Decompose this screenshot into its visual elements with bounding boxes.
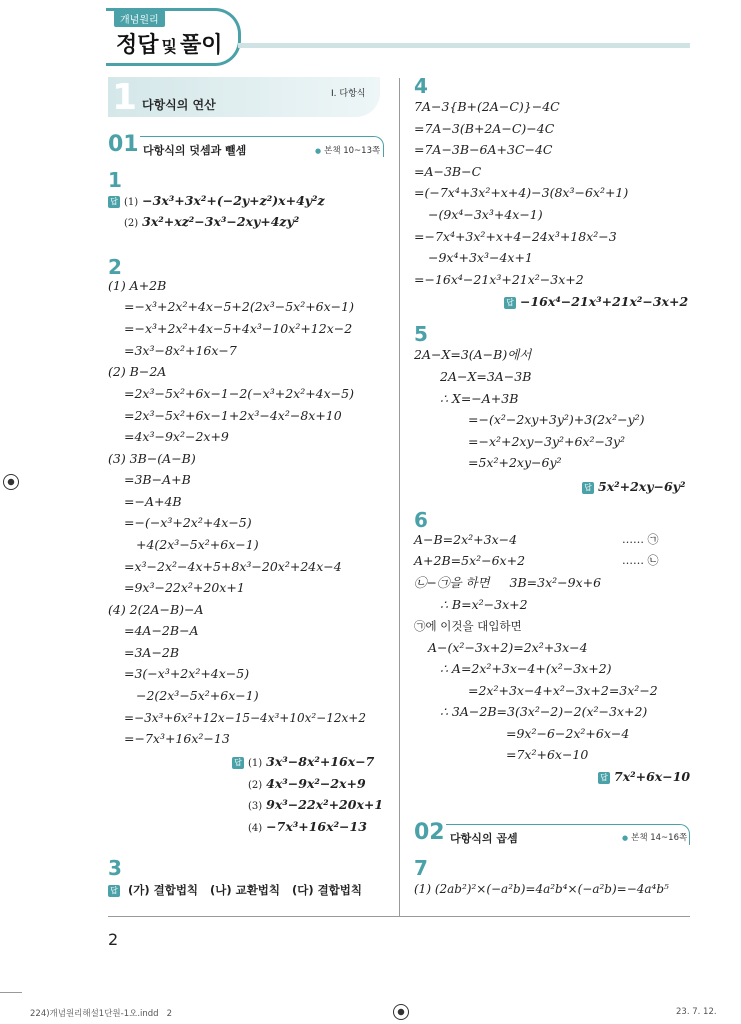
p4-line: =(−7x⁴+3x²+x+4)−3(8x³−6x²+1)	[414, 185, 629, 200]
problem-4-number: 4	[414, 74, 428, 98]
header-rule	[238, 43, 690, 48]
section-02-ref: ● 본책 14~16쪽	[622, 831, 687, 843]
p6-line: A−(x²−3x+2)=2x²+3x−4	[428, 640, 588, 655]
p4-line: −9x⁴+3x³−4x+1	[428, 250, 533, 265]
header-tag: 개념원리	[114, 10, 165, 27]
p4-line: =A−3B−C	[414, 164, 482, 179]
page-title: 정답 및 풀이	[116, 33, 223, 58]
problem-1-answer-line1: 답 (1) −3x³+3x²+(−2y+z²)x+4y²z	[108, 192, 325, 212]
p2-line: =−(−x³+2x²+4x−5)	[124, 515, 252, 530]
section-01-title: 다항식의 덧셈과 뺄셈	[143, 144, 247, 157]
answer-badge-icon: 답	[582, 482, 594, 494]
p5-line: =−(x²−2xy+3y²)+3(2x²−y²)	[468, 412, 645, 427]
problem-2-number: 2	[108, 255, 122, 279]
p4-line: =−16x⁴−21x³+21x²−3x+2	[414, 272, 584, 287]
p2-line: =3B−A+B	[124, 472, 191, 487]
problem-1-number: 1	[108, 168, 122, 192]
p4-answer: 답 −16x⁴−21x³+21x²−3x+2	[504, 293, 688, 311]
p2-answer: (3) 9x³−22x²+20x+1	[248, 797, 384, 812]
p6-line: ㉠에 이것을 대입하면	[414, 619, 522, 633]
file-info: 224)개념원리해설1단원-1오.indd 2	[30, 1009, 173, 1019]
section-02-title: 다항식의 곱셈	[450, 832, 518, 845]
p2-line: =2x³−5x²+6x−1+2x³−4x²−8x+10	[124, 408, 342, 423]
p2-line: =−3x³+6x²+12x−15−4x³+10x²−12x+2	[124, 711, 366, 725]
p2-line: =x³−2x²−4x+5+8x³−20x²+24x−4	[124, 559, 342, 574]
problem-1-answer-line2: (2) 3x²+xz²−3x³−2xy+4zy²	[124, 214, 300, 229]
p6-line: =9x²−6−2x²+6x−4	[506, 726, 630, 741]
crop-mark	[0, 992, 22, 993]
chapter-number: 1	[112, 77, 138, 118]
p2-line: =9x³−22x²+20x+1	[124, 580, 245, 595]
p5-line: =−x²+2xy−3y²+6x²−3y²	[468, 434, 626, 449]
p4-line: =7A−3(B+2A−C)−4C	[414, 121, 555, 136]
p5-line: 2A−X=3A−3B	[440, 369, 532, 384]
p5-line: 2A−X=3(A−B)에서	[414, 347, 532, 362]
page-number: 2	[108, 930, 119, 949]
registration-mark-left-icon	[3, 474, 19, 490]
section-02-number: 02	[414, 820, 445, 845]
answer-badge-icon: 답	[504, 297, 516, 309]
p2-line: =4A−2B−A	[124, 623, 199, 638]
answer-badge-icon: 답	[598, 772, 610, 784]
p2-line: −2(2x³−5x²+6x−1)	[136, 688, 259, 703]
section-01-ref: ● 본책 10~13쪽	[315, 144, 380, 156]
chapter-unit: Ⅰ. 다항식	[331, 89, 366, 99]
problem-3-answer: 답 (가) 결합법칙 (나) 교환법칙 (다) 결합법칙	[108, 881, 362, 899]
registration-mark-bottom-icon	[393, 1004, 409, 1020]
problem-6-number: 6	[414, 508, 428, 532]
p2-line: =3(−x³+2x²+4x−5)	[124, 666, 250, 681]
answer-badge-icon: 답	[232, 757, 244, 769]
section-01-number: 01	[108, 132, 139, 157]
bottom-rule	[108, 916, 690, 917]
p2-answer: (4) −7x³+16x²−13	[248, 819, 367, 834]
p4-line: =−7x⁴+3x²+x+4−24x³+18x²−3	[414, 229, 617, 244]
p4-line: −(9x⁴−3x³+4x−1)	[428, 207, 543, 222]
p6-mark: …… ㉠	[622, 533, 659, 546]
p2-line: =−A+4B	[124, 494, 182, 509]
p2-line: =3A−2B	[124, 645, 180, 660]
p2-line: (3) 3B−(A−B)	[108, 451, 196, 466]
p2-line: =2x³−5x²+6x−1−2(−x³+2x²+4x−5)	[124, 386, 354, 401]
p4-line: =7A−3B−6A+3C−4C	[414, 142, 553, 157]
p2-answer: 답 (1) 3x³−8x²+16x−7	[232, 753, 374, 773]
p2-line: (2) B−2A	[108, 364, 167, 379]
problem-3-number: 3	[108, 856, 122, 880]
p5-line: =5x²+2xy−6y²	[468, 455, 562, 470]
p5-answer: 답 5x²+2xy−6y²	[582, 478, 685, 496]
p2-line: =−x³+2x²+4x−5+4x³−10x²+12x−2	[124, 321, 353, 336]
p2-line: =−x³+2x²+4x−5+2(2x³−5x²+6x−1)	[124, 299, 354, 314]
section-02-rule	[446, 824, 690, 845]
p2-line: =−7x³+16x²−13	[124, 731, 230, 746]
p2-line: +4(2x³−5x²+6x−1)	[136, 537, 259, 552]
p6-line: ∴ B=x²−3x+2	[440, 597, 528, 612]
p6-mark: …… ㉡	[622, 554, 659, 567]
p6-line: ∴ A=2x²+3x−4+(x²−3x+2)	[440, 661, 612, 676]
p7-line: (1) (2ab²)²×(−a²b)=4a²b⁴×(−a²b)=−4a⁴b⁵	[414, 882, 669, 896]
print-date: 23. 7. 12.	[676, 1007, 717, 1017]
p4-line: 7A−3{B+(2A−C)}−4C	[414, 99, 560, 114]
p2-line: (4) 2(2A−B)−A	[108, 602, 204, 617]
chapter-title: 다항식의 연산	[142, 98, 216, 112]
answer-badge-icon: 답	[108, 885, 120, 897]
p2-line: =3x³−8x²+16x−7	[124, 343, 237, 358]
p2-line: (1) A+2B	[108, 278, 167, 293]
p6-line: ㉡−㉠을 하면 3B=3x²−9x+6	[414, 575, 602, 590]
p6-line: A+2B=5x²−6x+2	[414, 553, 526, 568]
p5-line: ∴ X=−A+3B	[440, 391, 519, 406]
p6-line: A−B=2x²+3x−4	[414, 532, 518, 547]
section-01-rule	[140, 136, 384, 157]
problem-7-number: 7	[414, 856, 428, 880]
p6-answer: 답 7x²+6x−10	[598, 768, 690, 786]
p2-line: =4x³−9x²−2x+9	[124, 429, 229, 444]
problem-5-number: 5	[414, 322, 428, 346]
p6-line: ∴ 3A−2B=3(3x²−2)−2(x²−3x+2)	[440, 704, 648, 719]
p6-line: =2x²+3x−4+x²−3x+2=3x²−2	[468, 683, 658, 698]
answer-badge-icon: 답	[108, 196, 120, 208]
p2-answer: (2) 4x³−9x²−2x+9	[248, 776, 366, 791]
p6-line: =7x²+6x−10	[506, 747, 589, 762]
column-divider	[399, 78, 400, 916]
